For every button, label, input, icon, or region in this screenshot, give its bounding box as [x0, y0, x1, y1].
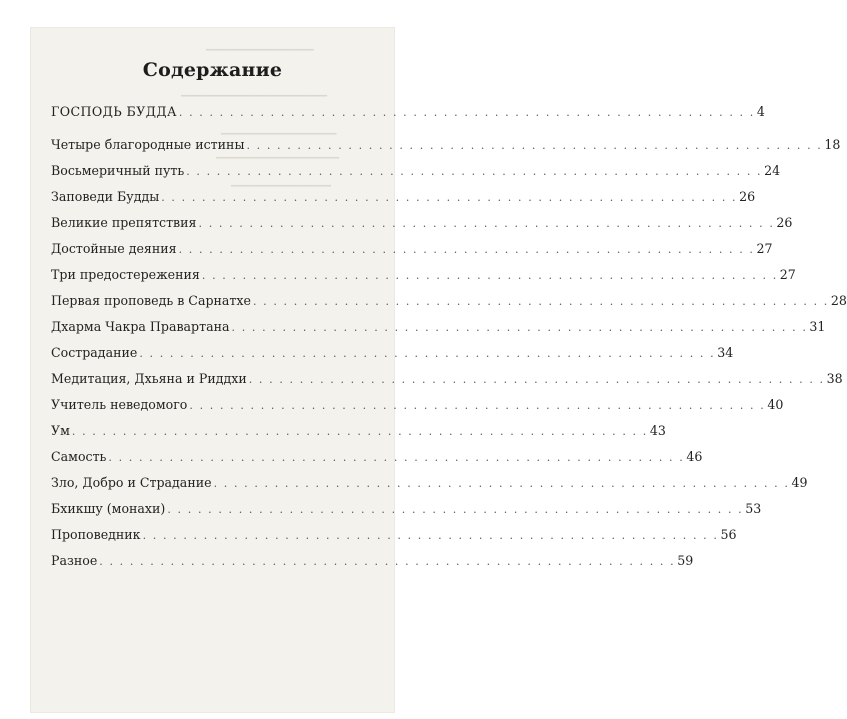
dot-leader: . . . . . . . . . . . . . . . . . . . . . . . . . . . . . . . . . . . . . . . . . . . . . . . . . . . . . . . . .: [231, 321, 808, 334]
dot-leader: . . . . . . . . . . . . . . . . . . . . . . . . . . . . . . . . . . . . . . . . . . . . . . . . . . . . . . . . .: [139, 347, 716, 360]
toc-entry[interactable]: [51, 397, 784, 417]
toc-entry[interactable]: [51, 293, 847, 313]
toc-entry[interactable]: [51, 104, 765, 124]
toc-page-number: 26: [739, 189, 756, 204]
toc-page-number: 43: [649, 423, 666, 438]
dot-leader: . . . . . . . . . . . . . . . . . . . . . . . . . . . . . . . . . . . . . . . . . . . . . . . . . . . . . . . . .: [246, 139, 823, 152]
toc-entry-title: Великие препятствия: [51, 215, 197, 230]
toc-entry-title: Первая проповедь в Сарнатхе: [51, 293, 251, 308]
toc-page-number: 26: [776, 215, 793, 230]
dot-leader: . . . . . . . . . . . . . . . . . . . . . . . . . . . . . . . . . . . . . . . . . . . . . . . . . . . . . . . . .: [108, 451, 685, 464]
toc-page-number: 31: [809, 319, 826, 334]
toc-entry-title: Проповедник: [51, 527, 141, 542]
dot-leader: . . . . . . . . . . . . . . . . . . . . . . . . . . . . . . . . . . . . . . . . . . . . . . . . . . . . . . . . .: [213, 477, 790, 490]
toc-entry[interactable]: [51, 163, 781, 183]
toc-page-number: 38: [826, 371, 843, 386]
toc-page-number: 27: [779, 267, 796, 282]
toc-entry[interactable]: [51, 423, 666, 443]
toc-entry-title: Самость: [51, 449, 107, 464]
toc-entry-title: ГОСПОДЬ БУДДА: [51, 104, 177, 119]
dot-leader: . . . . . . . . . . . . . . . . . . . . . . . . . . . . . . . . . . . . . . . . . . . . . . . . . . . . . . . . .: [189, 399, 766, 412]
dot-leader: . . . . . . . . . . . . . . . . . . . . . . . . . . . . . . . . . . . . . . . . . . . . . . . . . . . . . . . . .: [71, 425, 648, 438]
toc-entry-title: Медитация, Дхьяна и Риддхи: [51, 371, 247, 386]
toc-page-number: 24: [764, 163, 781, 178]
toc-entry-title: Четыре благородные истины: [51, 137, 245, 152]
toc-entry-title: Учитель неведомого: [51, 397, 188, 412]
toc-entry-title: Ум: [51, 423, 70, 438]
toc-entry[interactable]: [51, 475, 808, 495]
toc-entry-title: Сострадание: [51, 345, 138, 360]
toc-page-number: 59: [677, 553, 694, 568]
toc-page-number: 49: [791, 475, 808, 490]
dot-leader: . . . . . . . . . . . . . . . . . . . . . . . . . . . . . . . . . . . . . . . . . . . . . . . . . . . . . . . . .: [252, 295, 829, 308]
dot-leader: . . . . . . . . . . . . . . . . . . . . . . . . . . . . . . . . . . . . . . . . . . . . . . . . . . . . . . . . .: [178, 106, 755, 119]
dot-leader: . . . . . . . . . . . . . . . . . . . . . . . . . . . . . . . . . . . . . . . . . . . . . . . . . . . . . . . . .: [167, 503, 744, 516]
toc-entry[interactable]: [51, 371, 843, 391]
toc-entry-title: Разное: [51, 553, 98, 568]
dot-leader: . . . . . . . . . . . . . . . . . . . . . . . . . . . . . . . . . . . . . . . . . . . . . . . . . . . . . . . . .: [201, 269, 778, 282]
page-title: Содержание: [142, 59, 283, 81]
toc-page-number: 34: [717, 345, 734, 360]
toc-entry-title: Восьмеричный путь: [51, 163, 185, 178]
toc-page-number: 27: [756, 241, 773, 256]
toc-entry-title: Дхарма Чакра Правартана: [51, 319, 230, 334]
toc-entry[interactable]: [51, 449, 703, 469]
toc-page-number: 53: [745, 501, 762, 516]
dot-leader: . . . . . . . . . . . . . . . . . . . . . . . . . . . . . . . . . . . . . . . . . . . . . . . . . . . . . . . . .: [142, 529, 719, 542]
toc-page-number: 4: [756, 104, 765, 119]
dot-leader: . . . . . . . . . . . . . . . . . . . . . . . . . . . . . . . . . . . . . . . . . . . . . . . . . . . . . . . . .: [161, 191, 738, 204]
toc-entry[interactable]: [51, 215, 793, 235]
toc-entry[interactable]: [51, 345, 734, 365]
toc-page-number: 28: [830, 293, 847, 308]
dot-leader: . . . . . . . . . . . . . . . . . . . . . . . . . . . . . . . . . . . . . . . . . . . . . . . . . . . . . . . . .: [248, 373, 825, 386]
toc-entry[interactable]: [51, 189, 756, 209]
toc-entry[interactable]: [51, 267, 796, 287]
dot-leader: . . . . . . . . . . . . . . . . . . . . . . . . . . . . . . . . . . . . . . . . . . . . . . . . . . . . . . . . .: [99, 555, 676, 568]
book-page: ▁▁▁▁▁▁▁▁▁▁▁▁▁▁ ▁▁▁▁▁▁▁▁▁▁▁▁▁▁▁▁▁▁▁ ▁▁▁▁▁▁▁▁▁▁▁▁▁▁▁ ▁▁▁▁▁▁▁▁▁▁▁▁▁▁▁▁ ▁▁▁▁▁▁▁▁▁▁▁▁▁ Содержание ГОСПОДЬ БУДДА . . . . . . . . . . . . . . . . . . . . . . . . . . . . . . . . . . . . . . . . . . . . . . . . . . . . . . . . . 4 Четыре благородные истины . . . . . . . . . . . . . . . . . . . . . . . . . . . . . . . . . . . . . . . . . . . . . . . . . . . . . . . . . 18 Восьмеричный путь . . . . . . . . . . . . . . . . . . . . . . . . . . . . . . . . . . . . . . . . . . . . . . . . . . . . . . . . . 24 Заповеди Будды . . . . . . . . . . . . . . . . . . . . . . . . . . . . . . . . . . . . . . . . . . . . . . . . . . . . . . . . . 26 Великие препятствия . . . . . . . . . . . . . . . . . . . . . . . . . . . . . . . . . . . . . . . . . . . . . . . . . . . . . . . . . 26 Достойные деяния . . . . . . . . . . . . . . . . . . . . . . . . . . . . . . . . . . . . . . . . . . . . . . . . . . . . . . . . . 27 Три предостережения . . . . . . . . . . . . . . . . . . . . . . . . . . . . . . . . . . . . . . . . . . . . . . . . . . . . . . . . . 27 Первая проповедь в Сарнатхе . . . . . . . . . . . . . . . . . . . . . . . . . . . . . . . . . . . . . . . . . . . . . . . . . . . . . . . . . 28 Дхарма Чакра Правартана . . . . . . . . . . . . . . . . . . . . . . . . . . . . . . . . . . . . . . . . . . . . . . . . . . . . . . . . . 31 Сострадание . . . . . . . . . . . . . . . . . . . . . . . . . . . . . . . . . . . . . . . . . . . . . . . . . . . . . . . . . 34 Медитация, Дхьяна и Риддхи . . . . . . . . . . . . . . . . . . . . . . . . . . . . . . . . . . . . . . . . . . . . . . . . . . . . . . . . . 38 Учитель неведомого . . . . . . . . . . . . . . . . . . . . . . . . . . . . . . . . . . . . . . . . . . . . . . . . . . . . . . . . . 40 Ум . . . . . . . . . . . . . . . . . . . . . . . . . . . . . . . . . . . . . . . . . . . . . . . . . . . . . . . . . 43 Самость . . . . . . . . . . . . . . . . . . . . . . . . . . . . . . . . . . . . . . . . . . . . . . . . . . . . . . . . . 46 Зло, Добро и Страдание . . . . . . . . . . . . . . . . . . . . . . . . . . . . . . . . . . . . . . . . . . . . . . . . . . . . . . . . . 49 Бхикшу (монахи) . . . . . . . . . . . . . . . . . . . . . . . . . . . . . . . . . . . . . . . . . . . . . . . . . . . . . . . . . 53 Проповедник . . . . . . . . . . . . . . . . . . . . . . . . . . . . . . . . . . . . . . . . . . . . . . . . . . . . . . . . . 56 Разное . . . . . . . . . . . . . . . . . . . . . . . . . . . . . . . . . . . . . . . . . . . . . . . . . . . . . . . . . 59: [31, 28, 394, 712]
toc-entry[interactable]: [51, 137, 841, 157]
toc-entry-title: Три предостережения: [51, 267, 200, 282]
toc-entry[interactable]: [51, 501, 762, 521]
toc-entry[interactable]: [51, 553, 694, 573]
toc-entry-title: Достойные деяния: [51, 241, 177, 256]
toc-entry[interactable]: [51, 319, 826, 339]
dot-leader: . . . . . . . . . . . . . . . . . . . . . . . . . . . . . . . . . . . . . . . . . . . . . . . . . . . . . . . . .: [186, 165, 763, 178]
toc-page-number: 40: [767, 397, 784, 412]
toc-entry-title: Бхикшу (монахи): [51, 501, 166, 516]
toc-page-number: 56: [720, 527, 737, 542]
toc-page-number: 46: [686, 449, 703, 464]
toc-entry[interactable]: [51, 527, 737, 547]
toc-page-number: 18: [824, 137, 841, 152]
dot-leader: . . . . . . . . . . . . . . . . . . . . . . . . . . . . . . . . . . . . . . . . . . . . . . . . . . . . . . . . .: [198, 217, 775, 230]
toc-entry-title: Зло, Добро и Страдание: [51, 475, 212, 490]
dot-leader: . . . . . . . . . . . . . . . . . . . . . . . . . . . . . . . . . . . . . . . . . . . . . . . . . . . . . . . . .: [178, 243, 755, 256]
toc-entry[interactable]: [51, 241, 773, 261]
toc-entry-title: Заповеди Будды: [51, 189, 160, 204]
